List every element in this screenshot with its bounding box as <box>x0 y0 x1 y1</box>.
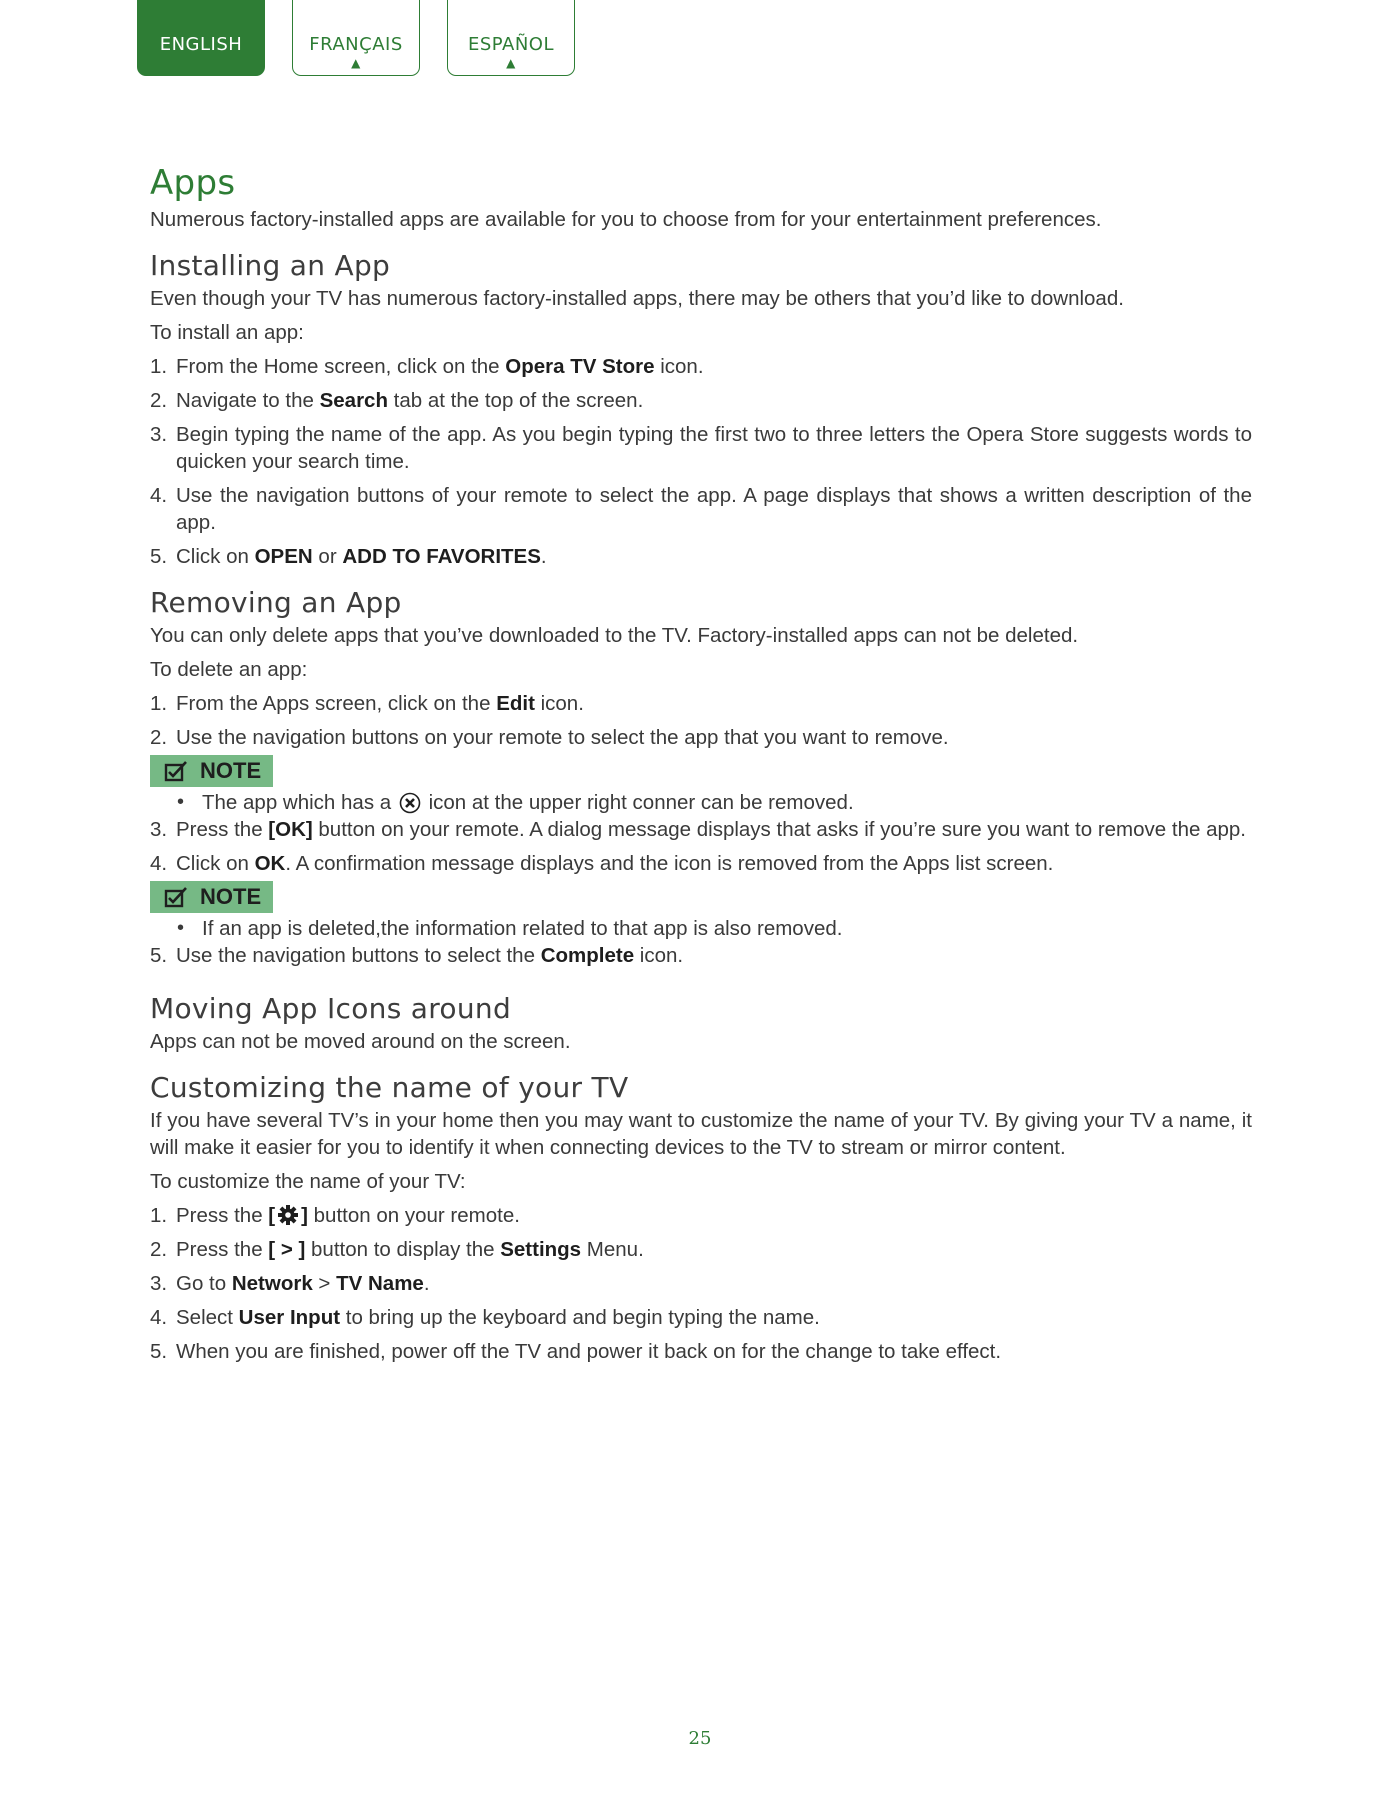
list-item: 3. Begin typing the name of the app. As you begin typing the first two to three letters the Opera Store suggests words to quicken your search time. <box>150 423 1252 473</box>
page-number: 25 <box>688 1728 712 1749</box>
triangle-up-icon: ▲ <box>506 56 516 70</box>
list-item: 1. Press the [ ] button on your remote. <box>150 1204 520 1227</box>
install-steps <box>150 353 1252 570</box>
note-bullet: • If an app is deleted,the information related to that app is also removed. <box>177 917 843 940</box>
list-item: 5. Use the navigation buttons to select the Complete icon. <box>150 944 684 967</box>
list-item: 1. From the Home screen, click on the Opera TV Store icon. <box>150 355 704 378</box>
page-content <box>150 160 1252 1372</box>
note-badge <box>150 881 273 913</box>
remove-steps-final <box>150 942 1252 969</box>
customizing-p1: If you have several TV’s in your home then you may want to customize the name of your TV. By giving your TV a name, it will make it easier for you to identify it when connecting devices to the TV to stream or mirror content. <box>150 1109 1252 1159</box>
list-item: 5. When you are finished, power off the TV and power it back on for the change to take effect. <box>150 1340 1002 1363</box>
customizing-heading: Customizing the name of your TV <box>150 1071 629 1104</box>
note-badge <box>150 755 273 787</box>
note-bullet: • The app which has a icon at the upper right conner can be removed. <box>177 791 854 814</box>
installing-p2: To install an app: <box>150 321 304 344</box>
page-title: Apps <box>150 163 236 203</box>
list-item: 3. Go to Network > TV Name. <box>150 1272 430 1295</box>
remove-steps <box>150 690 1252 751</box>
list-item: 1. From the Apps screen, click on the Edit icon. <box>150 692 584 715</box>
remove-steps-continued <box>150 816 1252 877</box>
tab-espanol-label: ESPAÑOL <box>468 34 554 55</box>
tab-english-label: ENGLISH <box>159 34 243 55</box>
tab-francais-label: FRANÇAIS <box>309 34 403 55</box>
moving-heading: Moving App Icons around <box>150 992 512 1025</box>
tab-espanol[interactable] <box>447 0 575 76</box>
list-item: 4. Select User Input to bring up the keyboard and begin typing the name. <box>150 1306 820 1329</box>
gear-icon <box>277 1204 299 1226</box>
checkbox-note-icon <box>164 886 188 908</box>
list-item: 2. Navigate to the Search tab at the top of the screen. <box>150 389 644 412</box>
checkbox-note-icon <box>164 760 188 782</box>
moving-p1: Apps can not be moved around on the screen. <box>150 1030 571 1053</box>
tab-francais[interactable] <box>292 0 420 76</box>
apps-intro: Numerous factory-installed apps are available for you to choose from for your entertainment preferences. <box>150 208 1102 231</box>
note-label: NOTE <box>200 758 262 783</box>
triangle-up-icon: ▲ <box>351 56 361 70</box>
list-item: 3. Press the [OK] button on your remote. A dialog message displays that asks if you’re sure you want to remove the app. <box>150 818 1246 841</box>
list-item: 5. Click on OPEN or ADD TO FAVORITES. <box>150 545 547 568</box>
close-circle-icon <box>399 792 421 814</box>
tab-english[interactable] <box>137 0 265 76</box>
installing-p1: Even though your TV has numerous factory-installed apps, there may be others that you’d like to download. <box>150 287 1124 310</box>
list-item: 2. Use the navigation buttons on your remote to select the app that you want to remove. <box>150 726 949 749</box>
list-item: 2. Press the [ > ] button to display the Settings Menu. <box>150 1238 644 1261</box>
note-label: NOTE <box>200 884 262 909</box>
installing-heading: Installing an App <box>150 249 391 282</box>
customizing-p2: To customize the name of your TV: <box>150 1170 466 1193</box>
removing-heading: Removing an App <box>150 586 402 619</box>
removing-p2: To delete an app: <box>150 658 308 681</box>
list-item: 4. Use the navigation buttons of your remote to select the app. A page displays that shows a written description of the app. <box>150 484 1252 534</box>
list-item: 4. Click on OK. A confirmation message displays and the icon is removed from the Apps list screen. <box>150 852 1054 875</box>
customize-steps <box>150 1202 1252 1365</box>
removing-p1: You can only delete apps that you’ve downloaded to the TV. Factory-installed apps can not be deleted. <box>150 624 1079 647</box>
